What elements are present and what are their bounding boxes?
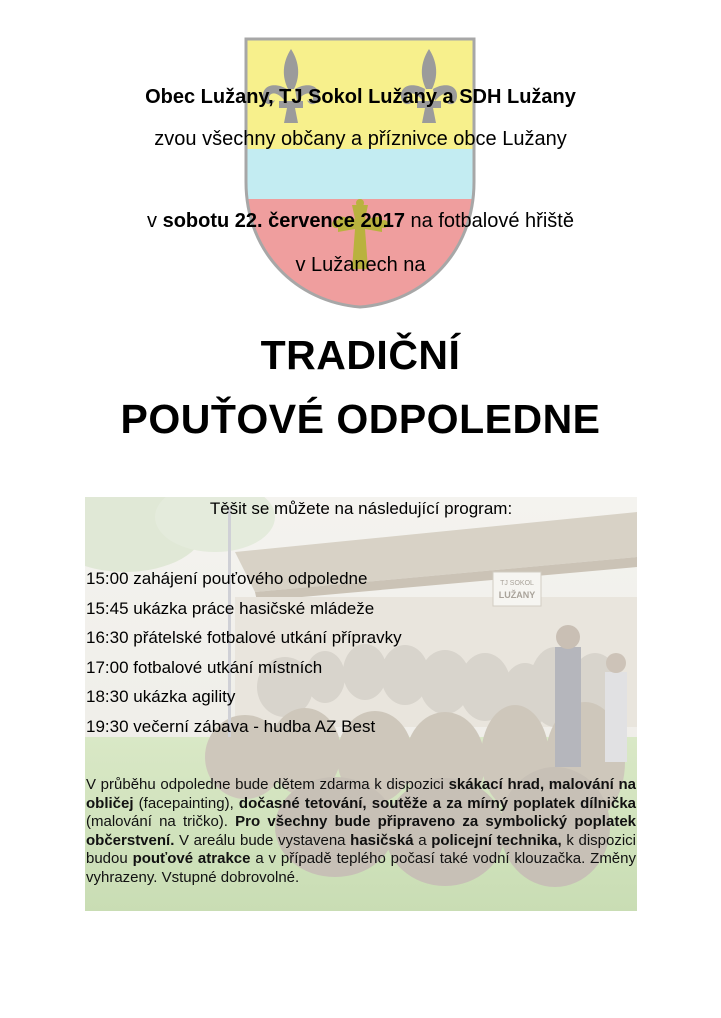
event-date: sobotu 22. července 2017 [162, 210, 405, 232]
program-item: 16:30 přátelské fotbalové utkání přípravky [86, 628, 402, 648]
info-text: a v případě teplého počasí také vodní klouzačka. Změny vyhrazeny. Vstupné dobrovolné. [86, 850, 636, 886]
program-item: 15:45 ukázka práce hasičské mládeže [86, 598, 375, 618]
sign-text-top: TJ SOKOL [500, 580, 534, 587]
title-line-1: TRADIČNÍ [260, 332, 461, 378]
date-prefix: v [147, 210, 163, 232]
event-date-line [0, 210, 721, 233]
info-highlight: policejní technika, [431, 831, 562, 849]
info-paragraph [86, 776, 636, 888]
info-text: a [413, 831, 432, 849]
info-highlight: Pro všechny bude připraveno za symbolický poplatek občerstvení. [86, 813, 636, 849]
program-item: 17:00 fotbalové utkání místních [86, 657, 323, 677]
title-line-2: POUŤOVÉ ODPOLEDNE [120, 396, 601, 442]
info-highlight: pouťové atrakce [132, 850, 251, 868]
date-suffix: na fotbalové hřiště [404, 210, 574, 232]
program-list [86, 564, 402, 742]
info-text: (malování na tričko). [86, 813, 236, 831]
info-highlight: dočasné tetování, soutěže a za mírný poplatek dílnička [238, 794, 636, 812]
program-item: 18:30 ukázka agility [86, 687, 236, 707]
organizers: Obec Lužany, TJ Sokol Lužany a SDH Lužany [145, 86, 576, 108]
info-highlight: hasičská [350, 831, 414, 849]
info-text: (facepainting), [133, 794, 239, 812]
program-item: 15:00 zahájení pouťového odpoledne [86, 569, 368, 588]
info-text: k dispozici budou [86, 831, 636, 868]
info-text: V průběhu odpoledne bude dětem zdarma k dispozici [86, 776, 449, 793]
sign-text-bottom: LUŽANY [498, 590, 536, 600]
info-highlight: skákací hrad, malování na obličej [86, 776, 636, 812]
info-text: V areálu bude vystavena [174, 831, 351, 849]
event-place: v Lužanech na [295, 254, 426, 276]
program-item: 19:30 večerní zábava - hudba AZ Best [86, 716, 376, 736]
invitation-text: zvou všechny občany a příznivce obce Lužany [154, 128, 567, 150]
program-heading: Těšit se můžete na následující program: [209, 499, 513, 518]
